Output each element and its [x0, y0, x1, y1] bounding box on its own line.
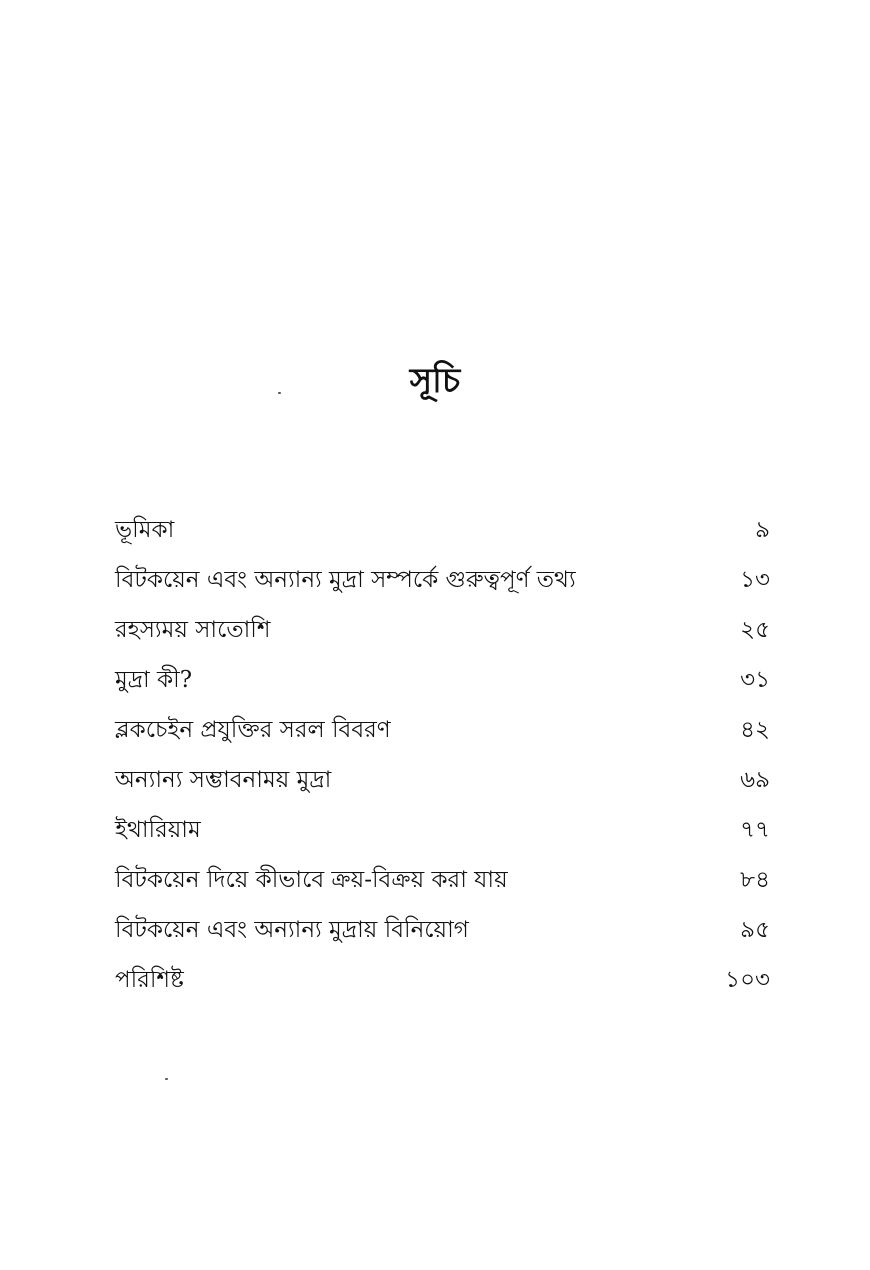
- toc-entry-page: ৩১: [740, 667, 770, 693]
- toc-entry-page: ৭৭: [740, 817, 770, 843]
- toc-entry-title: অন্যান্য সম্ভাবনাময় মুদ্রা: [115, 767, 332, 793]
- toc-entry: [115, 655, 770, 705]
- toc-entry-title: পরিশিষ্ট: [115, 967, 184, 993]
- toc-entry: [115, 905, 770, 955]
- toc-entry-page: ৯: [755, 517, 770, 543]
- paper-speck: [165, 1078, 168, 1080]
- toc-entry-page: ৮৪: [740, 867, 770, 893]
- toc-entry: [115, 805, 770, 855]
- toc-entry-title: বিটকয়েন এবং অন্যান্য মুদ্রা সম্পর্কে গুরুত্বপূর্ণ তথ্য: [115, 567, 576, 593]
- toc-entry-title: বিটকয়েন দিয়ে কীভাবে ক্রয়-বিক্রয় করা যায়: [115, 867, 508, 893]
- table-of-contents: [115, 505, 770, 1005]
- toc-entry: [115, 705, 770, 755]
- toc-entry: [115, 855, 770, 905]
- toc-entry-page: ১৩: [740, 567, 770, 593]
- toc-entry-title: রহস্যময় সাতোশি: [115, 617, 271, 643]
- toc-entry-title: ব্লকচেইন প্রযুক্তির সরল বিবরণ: [115, 717, 391, 743]
- toc-entry: [115, 555, 770, 605]
- toc-entry-title: বিটকয়েন এবং অন্যান্য মুদ্রায় বিনিয়োগ: [115, 917, 469, 943]
- toc-entry: [115, 955, 770, 1005]
- toc-entry-title: মুদ্রা কী?: [115, 667, 193, 693]
- toc-entry: [115, 755, 770, 805]
- toc-entry-page: ৯৫: [740, 917, 770, 943]
- toc-entry-page: ১০৩: [725, 967, 770, 993]
- toc-entry-page: ২৫: [740, 617, 770, 643]
- toc-entry: [115, 605, 770, 655]
- toc-entry-title: ভূমিকা: [115, 517, 175, 543]
- toc-entry-title: ইথারিয়াম: [115, 817, 201, 843]
- toc-entry-page: ৪২: [740, 717, 770, 743]
- page-title: সূচি: [409, 361, 461, 401]
- paper-speck: [278, 392, 281, 394]
- toc-entry: [115, 505, 770, 555]
- toc-entry-page: ৬৯: [740, 767, 770, 793]
